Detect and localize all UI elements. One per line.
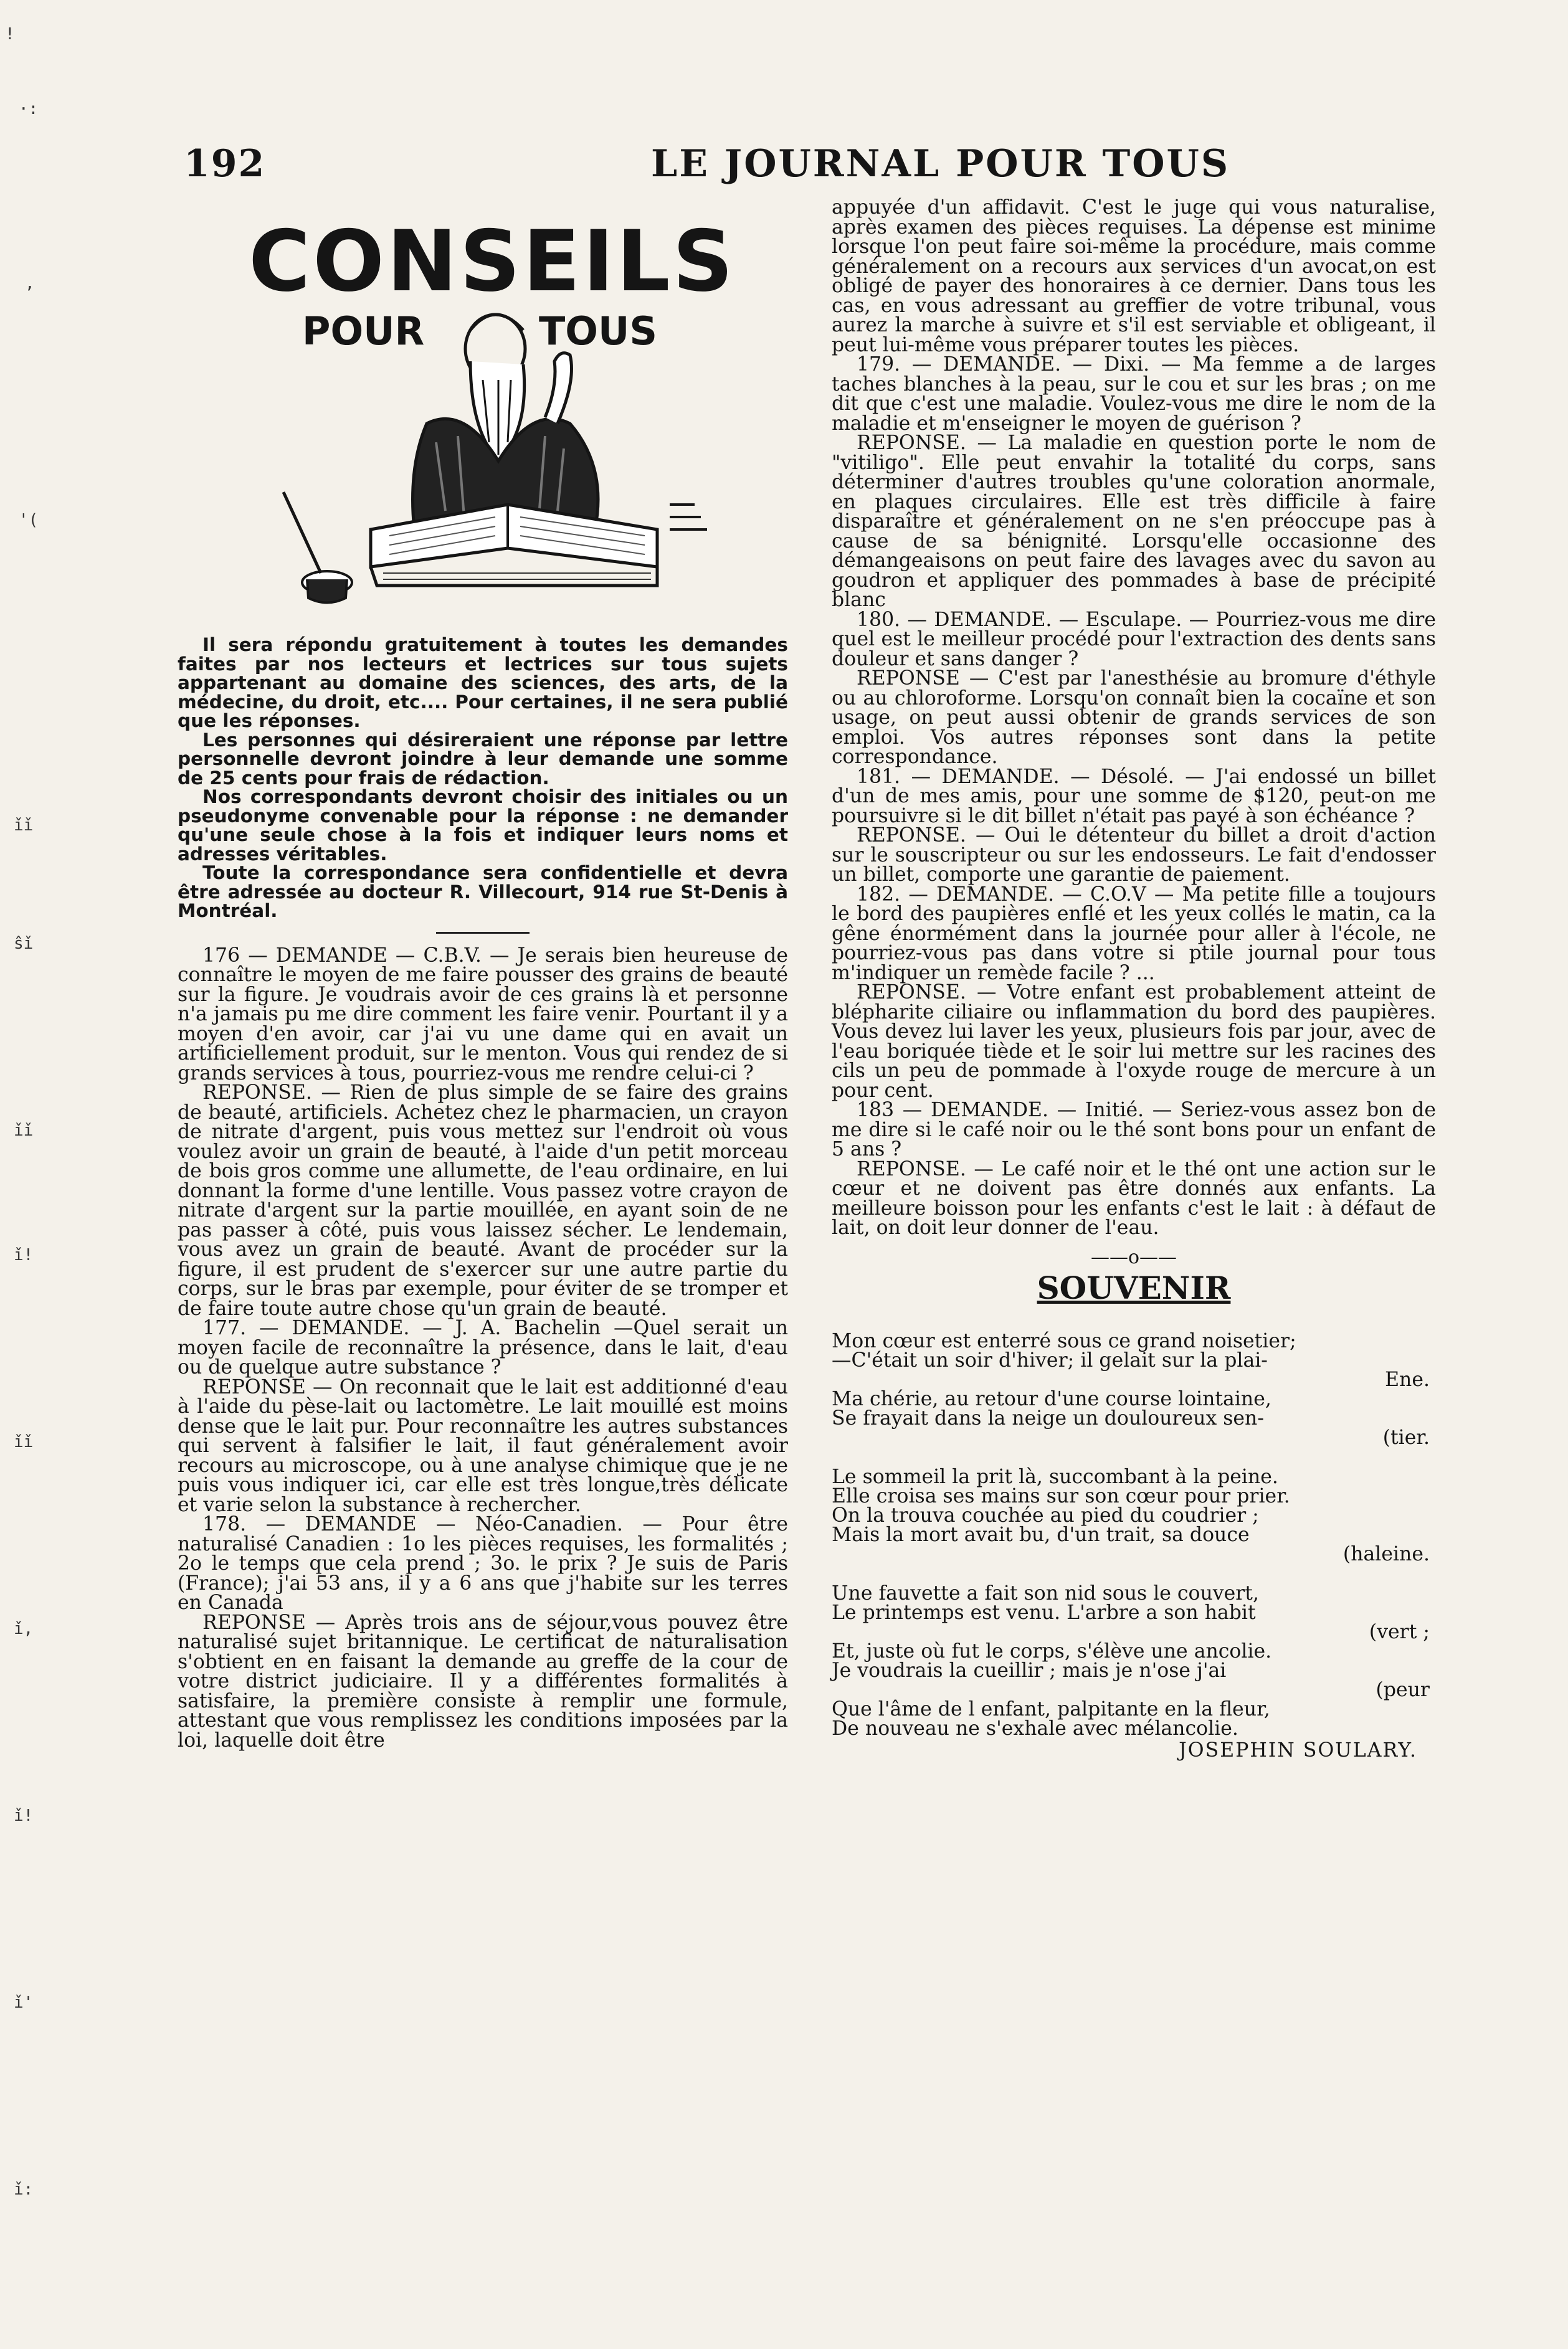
question-180: 180. — DEMANDE. — Esculape. — Pourriez-vous me dire quel est le meilleur procédé pour l'extraction des dents sans douleur et sans danger ?	[832, 608, 1436, 670]
answer-182: REPONSE. — Votre enfant est probablement atteint de blépharite ciliaire ou inflammation du bord des paupières. Vous devez lui laver les yeux, plusieurs fois par jour, avec de l'eau boriquée tiède et le soir lui mettre sur les racines des cils un peu de pommade à l'oxyde rouge de mercure à un pour cent.	[832, 981, 1436, 1102]
left-column	[178, 635, 788, 2143]
section-divider	[436, 932, 530, 934]
poem-line-carryover: (tier.	[1382, 1426, 1430, 1449]
poem-line: Ma chérie, au retour d'une course lointaine,	[832, 1387, 1271, 1410]
poem-body	[832, 1329, 1436, 1740]
masthead-subtitle-left: POUR	[302, 308, 425, 354]
answer-176: REPONSE. — Rien de plus simple de se faire des grains de beauté, artificiels. Achetez chez le pharmacien, un crayon de nitrate d'argent, puis vous mettez sur l'endroit où vous voulez avoir un grain de beauté, à l'aide d'un petit morceau de bois gros comme une allumette, de l'eau ordinaire, en lui donnant la forme d'une lentille. Vous passez votre crayon de nitrate d'argent sur la partie mouillée, en ayant soin de ne pas passer à côté, puis vous laissez sécher. Le lendemain, vous avez un grain de beauté. Avant de procéder sur la figure, il est prudent de s'exercer sur une autre partie du corps, sur le bras par exemple, pour éviter de se tromper et de faire toute autre chose qu'un grain de beauté.	[178, 1081, 788, 1320]
scan-margin-marks: ! ·: , '( ǐǐ ŝǐ ǐǐ ǐ! ǐǐ ǐ, ǐ! ǐ' ǐ:	[5, 25, 39, 2199]
right-column	[832, 196, 1436, 1762]
question-176: 176 — DEMANDE — C.B.V. — Je serais bien heureuse de connaître le moyen de me faire pousser des grains de beauté sur la figure. Je voudrais avoir de ces grains là et personne n'a jamais pu me dire comment les faire venir. Pourtant il y a moyen d'en avoir, car j'ai vu une dame qui en avait un artificiellement produit, sur le menton. Vous qui rendez de si grands services à tous, pourriez-vous me rendre celui-ci ?	[178, 944, 788, 1084]
answer-179: REPONSE. — La maladie en question porte le nom de "vitiligo". Elle peut envahir la totalité du corps, sans déterminer d'autres troubles qu'une coloration anormale, en plaques circulaires. Elle est très difficile à faire disparaître et généralement on ne s'en préoccupe pas à cause de sa bénignité. Lorsqu'elle occasionne des démangeaisons on peut faire des lavages avec du savon au goudron et appliquer des pommades à base de précipité blanc	[832, 432, 1436, 611]
poem-line-carryover: (vert ;	[1369, 1620, 1430, 1643]
poem-line: Le sommeil la prit là, succombant à la peine.	[832, 1465, 1278, 1488]
answer-178: REPONSE — Après trois ans de séjour,vous pouvez être naturalisé sujet britannique. Le certificat de naturalisation s'obtient en en faisant la demande au greffe de la cour de votre district judiciaire. Il y a différentes formalités à satisfaire, la première consiste à remplir une formule, attestant que vous remplissez les conditions imposées par la loi, laquelle doit être	[178, 1611, 788, 1752]
stanza-gap	[832, 1448, 1436, 1468]
poem-title: SOUVENIR	[1037, 1269, 1231, 1306]
poem-line-carryover: (peur	[1376, 1678, 1430, 1701]
answer-177: REPONSE — On reconnait que le lait est additionné d'eau à l'aide du pèse-lait ou lactomètre. Le lait mouillé est moins dense que le lait pur. Pour reconnaître les autres substances qui servent à falsifier le lait, il faut généralement avoir recours au microscope, ou à une analyse chimique que je ne puis vous indiquer ici, car elle est très longue,très délicate et varie selon la substance à rechercher.	[178, 1375, 788, 1516]
answer-183: REPONSE. — Le café noir et le thé ont une action sur le cœur et ne doivent pas être donnés aux enfants. La meilleure boisson pour les enfants c'est le lait : à défaut de lait, on doit leur donner de l'eau.	[832, 1157, 1436, 1239]
masthead-title: CONSEILS	[249, 212, 736, 310]
poem-line: Mon cœur est enterré sous ce grand noisetier;	[832, 1329, 1296, 1352]
poem-line-carryover: (haleine.	[1342, 1542, 1430, 1565]
question-178: 178. — DEMANDE — Néo-Canadien. — Pour être naturalisé Canadien : 1o les pièces requises, les formalités ; 2o le temps que cela prend ; 3o. le prix ? Je suis de Paris (France); j'ai 53 ans, il y a 6 ans que j'habite sur les terres en Canada	[178, 1513, 788, 1614]
poem-line-carryover: Ene.	[1385, 1368, 1430, 1391]
page-header	[178, 142, 1411, 186]
poem-line: De nouveau ne s'exhale avec mélancolie.	[832, 1717, 1238, 1740]
masthead-subtitle-right: TOUS	[539, 308, 657, 354]
poem-line: Elle croisa ses mains sur son cœur pour prier.	[832, 1484, 1290, 1507]
poem-line: —C'était un soir d'hiver; il gelait sur la plai-	[832, 1349, 1268, 1372]
intro-paragraph: Les personnes qui désireraient une réponse par lettre personnelle devront joindre à leur demande une somme de 25 cents pour frais de rédaction.	[178, 729, 788, 789]
intro-paragraph: Nos correspondants devront choisir des initiales ou un pseudonyme convenable pour la réponse : ne demander qu'une seule chose à la fois et indiquer leurs noms et adresses véritables.	[178, 786, 788, 865]
ornament-divider: ——o——	[1090, 1246, 1177, 1268]
column-masthead	[246, 212, 738, 623]
question-179: 179. — DEMANDE. — Dixi. — Ma femme a de larges taches blanches à la peau, sur le cou et sur les bras ; on me dit que c'est une maladie. Voulez-vous me dire le nom de la maladie et m'enseigner le moyen de guérison ?	[832, 353, 1436, 435]
question-182: 182. — DEMANDE. — C.O.V — Ma petite fille a toujours le bord des paupières enflé et les yeux collés le matin, ca la gêne énormément dans la journée pour aller à l'école, ne pourriez-vous pas dans votre si ptile journal pour tous m'indiquer un remède facile ? ...	[832, 883, 1436, 984]
running-title: LE JOURNAL POUR TOUS	[651, 142, 1230, 186]
intro-paragraph: Toute la correspondance sera confidentielle et devra être adressée au docteur R. Villecourt, 914 rue St-Denis à Montréal.	[178, 862, 788, 921]
page-number: 192	[184, 142, 266, 186]
poem-line: Une fauvette a fait son nid sous le couvert,	[832, 1582, 1259, 1605]
poem-line: Que l'âme de l enfant, palpitante en la fleur,	[832, 1697, 1270, 1720]
poem-block	[832, 1248, 1436, 1761]
answer-181: REPONSE. — Oui le détenteur du billet a droit d'action sur le souscripteur ou sur les endosseurs. Le fait d'endosser un billet, comporte une garantie de paiement.	[832, 824, 1436, 886]
stanza-gap	[832, 1564, 1436, 1584]
question-177: 177. — DEMANDE. — J. A. Bachelin —Quel serait un moyen facile de reconnaître la présence, dans le lait, d'eau ou de quelque autre substance ?	[178, 1317, 788, 1379]
answer-180: REPONSE — C'est par l'anesthésie au bromure d'éthyle ou au chloroforme. Lorsqu'on connaît bien la cocaïne et son usage, on peut aussi obtenir de grands services de son emploi. Vos autres réponses sont dans la petite correspondance.	[832, 667, 1436, 768]
poem-line: Et, juste où fut le corps, s'élève une ancolie.	[832, 1640, 1272, 1663]
intro-paragraph: Il sera répondu gratuitement à toutes les demandes faites par nos lecteurs et lectrices sur tous sujets appartenant au domaine des sciences, des arts, de la médecine, du droit, etc.... Pour certaines, il ne sera publié que les réponses.	[178, 634, 788, 731]
poem-line: Mais la mort avait bu, d'un trait, sa douce	[832, 1523, 1250, 1546]
answer-178-continued: appuyée d'un affidavit. C'est le juge qui vous naturalise, après examen des pièces requises. La dépense est minime lorsque l'on peut faire soi-même la procédure, mais comme généralement on a recours aux services d'un avocat,on est obligé de payer des honoraires à ce dernier. Dans tous les cas, en vous adressant au greffier de votre tribunal, vous aurez la marche à suivre et s'il est serviable et obligeant, il peut lui-même vous préparer toutes les pièces.	[832, 196, 1436, 356]
poem-line: Se frayait dans la neige un douloureux sen-	[832, 1407, 1264, 1430]
question-181: 181. — DEMANDE. — Désolé. — J'ai endossé un billet d'un de mes amis, pour une somme de $120, peut-on me poursuivre si le dit billet n'était pas payé à son échéance ?	[832, 765, 1436, 827]
question-183: 183 — DEMANDE. — Initié. — Seriez-vous assez bon de me dire si le café noir ou le thé sont bons pour un enfant de 5 ans ?	[832, 1099, 1436, 1160]
poem-line: Le printemps est venu. L'arbre a son habit	[832, 1601, 1256, 1624]
poem-author: JOSEPHIN SOULARY.	[1179, 1739, 1417, 1762]
poem-line: Je voudrais la cueillir ; mais je n'ose j'ai	[832, 1659, 1227, 1682]
poem-line: On la trouva couchée au pied du coudrier ;	[832, 1504, 1259, 1527]
